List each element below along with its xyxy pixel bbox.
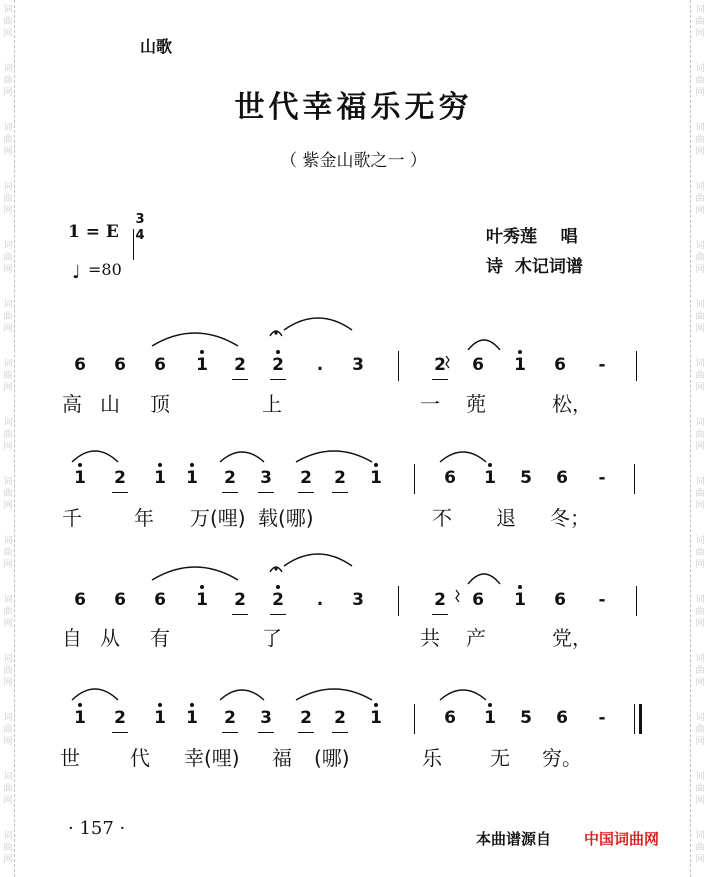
barline bbox=[414, 464, 415, 494]
slur-arc bbox=[220, 452, 264, 462]
note bbox=[184, 708, 200, 728]
octave-dot-above bbox=[488, 703, 492, 707]
note bbox=[552, 590, 568, 610]
watermark-text: 词 曲 网 bbox=[3, 772, 13, 806]
lyric-syllable: 万(哩) bbox=[190, 506, 246, 530]
octave-dot-above bbox=[158, 463, 162, 467]
note-digit: 6 bbox=[554, 355, 566, 375]
note bbox=[350, 590, 366, 610]
note bbox=[152, 355, 168, 375]
watermark-text: 词 曲 网 bbox=[3, 359, 13, 393]
eighth-underline bbox=[258, 492, 274, 493]
barline bbox=[414, 704, 415, 734]
note-digit: 1 bbox=[74, 468, 86, 488]
fermata-icon bbox=[270, 567, 282, 572]
note-digit: 2 bbox=[334, 468, 346, 488]
note bbox=[432, 590, 448, 610]
barline bbox=[634, 464, 635, 494]
slur-arc bbox=[72, 689, 118, 700]
watermark-text: 词 曲 网 bbox=[3, 182, 13, 216]
lyric-syllable: 从 bbox=[100, 626, 120, 650]
note-digit: 2 bbox=[334, 708, 346, 728]
lyric-syllable: 有 bbox=[150, 626, 170, 650]
lyric-syllable: 无 bbox=[490, 746, 510, 770]
octave-dot-above bbox=[190, 463, 194, 467]
watermark-text: 词 曲 网 bbox=[695, 831, 705, 865]
page-number: · 157 · bbox=[68, 818, 126, 839]
lyric-syllable: 党， bbox=[552, 626, 592, 650]
slur-arc bbox=[152, 567, 238, 580]
watermark-text: 词 曲 网 bbox=[695, 536, 705, 570]
note bbox=[432, 355, 448, 375]
watermark-text: 词 曲 网 bbox=[3, 5, 13, 39]
slur-arc bbox=[296, 689, 372, 700]
tempo-marking: =80 bbox=[88, 260, 122, 279]
note-digit: 6 bbox=[444, 468, 456, 488]
note bbox=[258, 708, 274, 728]
note bbox=[368, 468, 384, 488]
note bbox=[152, 468, 168, 488]
note-digit: - bbox=[598, 590, 606, 610]
watermark-text: 词 曲 网 bbox=[695, 182, 705, 216]
note-digit: 1 bbox=[484, 468, 496, 488]
note bbox=[512, 590, 528, 610]
time-signature-top: 3 bbox=[135, 212, 145, 227]
note bbox=[270, 355, 286, 375]
note bbox=[554, 708, 570, 728]
watermark-text: 词 曲 网 bbox=[695, 359, 705, 393]
lyric-syllable: 松， bbox=[552, 392, 592, 416]
note-digit: 6 bbox=[74, 590, 86, 610]
watermark-text: 词 曲 网 bbox=[695, 654, 705, 688]
note-digit: 1 bbox=[370, 708, 382, 728]
note-digit: 1 bbox=[484, 708, 496, 728]
note bbox=[482, 708, 498, 728]
note bbox=[184, 468, 200, 488]
lyric-syllable: 冬； bbox=[550, 506, 590, 530]
note-digit: 6 bbox=[472, 355, 484, 375]
eighth-underline bbox=[222, 732, 238, 733]
note-digit: 2 bbox=[434, 355, 446, 375]
note-digit: 1 bbox=[186, 708, 198, 728]
note-digit: 2 bbox=[114, 468, 126, 488]
watermark-text: 词 曲 网 bbox=[3, 241, 13, 275]
octave-dot-above bbox=[276, 585, 280, 589]
note-digit: 1 bbox=[196, 355, 208, 375]
eighth-underline bbox=[112, 732, 128, 733]
slur-arc bbox=[72, 451, 118, 462]
time-signature bbox=[133, 212, 147, 244]
note bbox=[270, 590, 286, 610]
note bbox=[594, 708, 610, 728]
lyric-syllable: 载(哪) bbox=[258, 506, 314, 530]
eighth-underline bbox=[298, 492, 314, 493]
note bbox=[482, 468, 498, 488]
slur-arc bbox=[440, 452, 486, 462]
octave-dot-above bbox=[374, 463, 378, 467]
octave-dot-above bbox=[78, 703, 82, 707]
note bbox=[368, 708, 384, 728]
note bbox=[298, 708, 314, 728]
eighth-underline bbox=[432, 614, 448, 615]
watermark-text: 词 曲 网 bbox=[3, 64, 13, 98]
slur-arc bbox=[284, 554, 352, 566]
note bbox=[222, 708, 238, 728]
octave-dot-above bbox=[276, 350, 280, 354]
watermark-text: 词 曲 网 bbox=[695, 5, 705, 39]
note bbox=[332, 468, 348, 488]
note bbox=[312, 355, 328, 375]
watermark-text: 词 曲 网 bbox=[3, 123, 13, 157]
watermark-text: 词 曲 网 bbox=[695, 123, 705, 157]
watermark-text: 词 曲 网 bbox=[695, 713, 705, 747]
eighth-underline bbox=[112, 492, 128, 493]
slur-arc bbox=[284, 318, 352, 330]
eighth-underline bbox=[222, 492, 238, 493]
lyric-syllable: 蔸 bbox=[466, 392, 486, 416]
note-digit: 6 bbox=[74, 355, 86, 375]
lyric-syllable: 山 bbox=[100, 392, 120, 416]
slur-arc bbox=[468, 340, 500, 350]
lyric-syllable: 顶 bbox=[150, 392, 170, 416]
eighth-underline bbox=[432, 379, 448, 380]
note-digit: 5 bbox=[520, 708, 532, 728]
octave-dot-above bbox=[200, 585, 204, 589]
lyric-syllable: 一 bbox=[420, 392, 440, 416]
watermark-text: 词 曲 网 bbox=[695, 300, 705, 334]
quarter-note-icon: ♩ bbox=[72, 262, 81, 283]
note bbox=[152, 590, 168, 610]
time-signature-bottom: 4 bbox=[135, 228, 145, 243]
note bbox=[442, 708, 458, 728]
lyric-syllable: 千 bbox=[62, 506, 82, 530]
lyric-syllable: (哪) bbox=[314, 746, 350, 770]
watermark-text: 词 曲 网 bbox=[695, 64, 705, 98]
eighth-underline bbox=[232, 379, 248, 380]
note bbox=[152, 708, 168, 728]
watermark-text: 词 曲 网 bbox=[3, 831, 13, 865]
octave-dot-above bbox=[488, 463, 492, 467]
key-signature: 1 = E bbox=[68, 222, 119, 242]
fermata-dot bbox=[274, 331, 277, 334]
song-title: 世代幸福乐无穷 bbox=[234, 90, 473, 125]
note bbox=[332, 708, 348, 728]
note bbox=[112, 468, 128, 488]
note-digit: 6 bbox=[154, 355, 166, 375]
watermark-text: 词 曲 网 bbox=[3, 477, 13, 511]
octave-dot-above bbox=[200, 350, 204, 354]
octave-dot-above bbox=[374, 703, 378, 707]
lyric-syllable: 幸(哩) bbox=[184, 746, 240, 770]
watermark-text: 词 曲 网 bbox=[695, 772, 705, 806]
note bbox=[72, 590, 88, 610]
note-digit: 2 bbox=[234, 355, 246, 375]
note bbox=[232, 590, 248, 610]
note bbox=[72, 468, 88, 488]
song-subtitle: （ 紫金山歌之一 ） bbox=[280, 151, 427, 171]
watermark-text: 词 曲 网 bbox=[3, 595, 13, 629]
note bbox=[442, 468, 458, 488]
note-digit: 1 bbox=[186, 468, 198, 488]
eighth-underline bbox=[270, 379, 286, 380]
note-digit: 1 bbox=[196, 590, 208, 610]
note-digit: 1 bbox=[514, 590, 526, 610]
note-digit: 2 bbox=[300, 468, 312, 488]
note bbox=[194, 355, 210, 375]
watermark-text: 词 曲 网 bbox=[695, 477, 705, 511]
barline bbox=[398, 586, 399, 616]
lyric-syllable: 退 bbox=[496, 506, 516, 530]
note bbox=[518, 468, 534, 488]
watermark-text: 词 曲 网 bbox=[3, 654, 13, 688]
note bbox=[350, 355, 366, 375]
lyric-syllable: 年 bbox=[134, 506, 154, 530]
note bbox=[554, 468, 570, 488]
note-digit: . bbox=[316, 355, 324, 375]
note-digit: 6 bbox=[114, 355, 126, 375]
note bbox=[594, 590, 610, 610]
credit-lyricist: 诗 木记词谱 bbox=[486, 257, 583, 277]
octave-dot-above bbox=[158, 703, 162, 707]
lyric-syllable: 上 bbox=[262, 392, 282, 416]
lyric-syllable: 乐 bbox=[422, 746, 442, 770]
note-digit: 2 bbox=[224, 708, 236, 728]
note-digit: 2 bbox=[300, 708, 312, 728]
watermark-text: 词 曲 网 bbox=[695, 241, 705, 275]
watermark-text: 词 曲 网 bbox=[3, 536, 13, 570]
note-digit: 3 bbox=[352, 590, 364, 610]
note bbox=[72, 708, 88, 728]
note-digit: 1 bbox=[154, 708, 166, 728]
lyric-syllable: 穷。 bbox=[542, 746, 582, 770]
lyric-syllable: 自 bbox=[62, 626, 82, 650]
watermark-text: 词 曲 网 bbox=[695, 595, 705, 629]
fermata-dot bbox=[274, 567, 277, 570]
lyric-syllable: 代 bbox=[130, 746, 150, 770]
slur-arc bbox=[220, 690, 264, 700]
note-digit: 6 bbox=[444, 708, 456, 728]
right-border-line bbox=[690, 0, 691, 877]
note-digit: 3 bbox=[352, 355, 364, 375]
note-digit: 2 bbox=[434, 590, 446, 610]
fermata-icon bbox=[270, 331, 282, 336]
octave-dot-above bbox=[190, 703, 194, 707]
note bbox=[470, 590, 486, 610]
slur-arc bbox=[468, 574, 500, 584]
lyric-syllable: 高 bbox=[62, 392, 82, 416]
barline bbox=[636, 586, 637, 616]
slur-arc bbox=[440, 690, 486, 700]
note bbox=[194, 590, 210, 610]
lyric-syllable: 了 bbox=[262, 626, 282, 650]
note bbox=[594, 355, 610, 375]
eighth-underline bbox=[298, 732, 314, 733]
note-digit: 3 bbox=[260, 468, 272, 488]
note-digit: - bbox=[598, 468, 606, 488]
note bbox=[470, 355, 486, 375]
note bbox=[112, 590, 128, 610]
note-digit: 2 bbox=[272, 590, 284, 610]
lyric-syllable: 不 bbox=[432, 506, 452, 530]
note-digit: 6 bbox=[472, 590, 484, 610]
note-digit: 2 bbox=[272, 355, 284, 375]
note-digit: 2 bbox=[234, 590, 246, 610]
watermark-text: 词 曲 网 bbox=[3, 418, 13, 452]
note-digit: 1 bbox=[74, 708, 86, 728]
note-digit: 1 bbox=[514, 355, 526, 375]
note bbox=[232, 355, 248, 375]
note-digit: 2 bbox=[224, 468, 236, 488]
barline bbox=[398, 351, 399, 381]
note bbox=[258, 468, 274, 488]
slur-arc bbox=[152, 333, 238, 346]
note-digit: 1 bbox=[154, 468, 166, 488]
eighth-underline bbox=[232, 614, 248, 615]
credit-singer: 叶秀莲 唱 bbox=[486, 227, 578, 247]
note-digit: 1 bbox=[370, 468, 382, 488]
octave-dot-above bbox=[518, 585, 522, 589]
slur-arc bbox=[296, 451, 372, 462]
eighth-underline bbox=[332, 492, 348, 493]
genre-label: 山歌 bbox=[140, 37, 173, 56]
note-digit: - bbox=[598, 708, 606, 728]
note-digit: 6 bbox=[114, 590, 126, 610]
note-digit: - bbox=[598, 355, 606, 375]
octave-dot-above bbox=[78, 463, 82, 467]
note bbox=[594, 468, 610, 488]
note-digit: 3 bbox=[260, 708, 272, 728]
note bbox=[552, 355, 568, 375]
watermark-text: 词 曲 网 bbox=[3, 713, 13, 747]
note bbox=[112, 708, 128, 728]
note-digit: 6 bbox=[554, 590, 566, 610]
note bbox=[222, 468, 238, 488]
footer-site-name: 中国词曲网 bbox=[584, 830, 660, 848]
footer-source-label: 本曲谱源自 bbox=[476, 830, 552, 848]
note-digit: 6 bbox=[154, 590, 166, 610]
note-digit: 2 bbox=[114, 708, 126, 728]
octave-dot-above bbox=[518, 350, 522, 354]
note bbox=[112, 355, 128, 375]
eighth-underline bbox=[332, 732, 348, 733]
note-digit: 6 bbox=[556, 468, 568, 488]
lyric-syllable: 世 bbox=[60, 746, 80, 770]
lyric-syllable: 共 bbox=[420, 626, 440, 650]
note-digit: 6 bbox=[556, 708, 568, 728]
note-digit: 5 bbox=[520, 468, 532, 488]
note bbox=[518, 708, 534, 728]
final-barline bbox=[634, 704, 642, 734]
note bbox=[72, 355, 88, 375]
watermark-text: 词 曲 网 bbox=[3, 300, 13, 334]
watermark-text: 词 曲 网 bbox=[695, 418, 705, 452]
lyric-syllable: 福 bbox=[272, 746, 292, 770]
barline bbox=[636, 351, 637, 381]
note bbox=[298, 468, 314, 488]
note-digit: . bbox=[316, 590, 324, 610]
eighth-underline bbox=[258, 732, 274, 733]
note bbox=[512, 355, 528, 375]
glide-mark-icon bbox=[456, 590, 459, 602]
eighth-underline bbox=[270, 614, 286, 615]
lyric-syllable: 产 bbox=[466, 626, 486, 650]
note bbox=[312, 590, 328, 610]
